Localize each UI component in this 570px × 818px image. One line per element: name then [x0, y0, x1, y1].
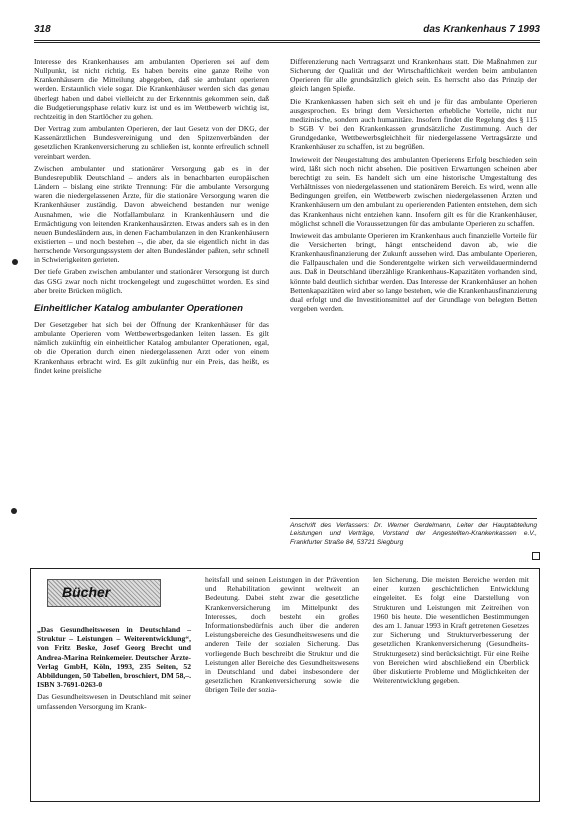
- journal-title: das Krankenhaus 7 1993: [423, 24, 540, 35]
- paragraph: Der tiefe Graben zwischen ambulanter und stationärer Versorgung ist durch das GSG zwar noch nicht trockengelegt und zugeschüttet worden. Es sind aber breite Brücken möglich.: [34, 267, 269, 295]
- book-review-column: len Sicherung. Die meisten Bereiche werden mit einer kurzen geschichtlichen Entwicklung eingeleitet. Es folgt eine Darstellung von Strukturen und Leistungen mit Zeitreihen von 1960 bis heute. Die wesentlichen Bestimmungen des am 1. Januar 1993 in Kraft getretenen Gesetzes zur Sicherung und Strukturverbesserung der gesetzlichen Krankenversicherung (Gesundheits-Strukturgesetz) sind berücksichtigt. Für eine Reihe von Bereichen wird abschließend ein Überblick über diskutierte Probleme und Möglichkeiten der Weiterentwicklung gegeben.: [373, 575, 529, 686]
- paragraph: Inwieweit das ambulante Operieren im Krankenhaus auch finanzielle Vorteile für die Versicherten bringt, hängt entscheidend davon ab, wie die Krankenhausfinanzierung der Zukunft aussehen wird. Das ambulante Operieren, die Fallpauschalen und die Sonderentgelte wirken sich verweildauermindernd aus. Daß in Deutschland überzählige Krankenhaus-Kapazitäten vorhanden sind, könnte bald deutlich sichtbar werden. Das Interesse der Krankenhäuser an hohen Bettenkapazitäten wird aber so lange bestehen, wie die Krankenhausfinanzierung dual erfolgt und die Investitionsmittel auf der Grundlage von belegten Betten vergeben werden.: [290, 230, 537, 314]
- scan-dot-icon: [11, 508, 17, 514]
- paragraph: Interesse des Krankenhauses am ambulanten Operieren sei auf dem Nullpunkt, ist nicht richtig. Es haben bereits eine ganze Reihe von Krankenhäusern die Mitteilung abgegeben, daß sie ambulant operieren werden. Erstaunlich viele sogar. Die Krankenhäuser werden sich das genau überlegt haben und dabei vielleicht zu der Erkenntnis gekommen sein, daß die Budgetierungsphase relativ kurz ist und es im Wettbewerb wichtig ist, rechtzeitig in den Startlöcher zu gehen.: [34, 57, 269, 121]
- article-column-right: [290, 57, 537, 316]
- page-number: 318: [34, 24, 51, 35]
- book-review-column: [37, 625, 191, 711]
- paragraph: Die Krankenkassen haben sich seit eh und je für das ambulante Operieren ausgesprochen. Es bringt dem Versicherten erhebliche Vorteile, nicht nur medizinische, sondern auch humanitäre. Insofern findet die Regelung des § 115 b SGB V bei den Krankenkassen grundsätzliche Zustimmung. Auch der Grundgedanke, Wettbewerbsgleichheit für niedergelassene Vertragsärzte und Krankenhäuser zu schaffen, ist zu begrüßen.: [290, 96, 537, 152]
- section-subheading: Einheitlicher Katalog ambulanter Operationen: [34, 302, 243, 314]
- books-section-label: Bücher: [47, 579, 161, 607]
- author-address: Anschrift des Verfassers: Dr. Werner Gerdelmann, Leiter der Hauptabteilung Leistungen und Verträge, Vorstand der Angestellten-Krankenkassen e.V., Frankfurter Straße 84, 53721 Siegburg: [290, 518, 537, 547]
- paragraph: Differenzierung nach Vertragsarzt und Krankenhaus statt. Die Maßnahmen zur Sicherung der Qualität und der Wirtschaftlichkeit werden beim ambulanten Operieren für alle grundsätzlich gleich sein. Es herrscht also das Prinzip der gleich langen Spieße.: [290, 57, 537, 94]
- book-review-column: heitsfall und seinen Leistungen in der Prävention und Rehabilitation gewinnt weltweit an Bedeutung. Dabei steht zwar die gesetzliche Krankenversicherung im Mittelpunkt des Interesses, doch besteht ein großes Informationsbedürfnis auch über die anderen Leistungsbereiche des Gesundheitswesens und die anderen Teile der sozialen Sicherung. Das vorliegende Buch beschreibt die Struktur und die Leistungen aller Bereiche des Gesundheitswesens in Deutschland und dabei insbesondere der gesetzlichen Krankenversicherung sowie die übrigen Teile der sozia-: [205, 575, 359, 695]
- scan-dot-icon: [12, 259, 18, 265]
- book-citation: „Das Gesundheitswesen in Deutschland – Struktur – Leistungen – Weiterentwicklung“, von Fritz Beske, Josef Georg Brecht und Andrea-Marina Reinkemeier. Deutscher Ärzte-Verlag GmbH, Köln, 1993, 235 Seiten, 52 Abbildungen, 50 Tabellen, broschiert, DM 58,–. ISBN 3-7691-0263-0: [37, 625, 191, 690]
- end-mark-icon: [532, 552, 540, 560]
- paragraph: Zwischen ambulanter und stationärer Versorgung gab es in der Bundesrepublik Deutschland – anders als in benachbarten europäischen Ländern – bislang eine strikte Trennung: Für die ambulante Versorgung waren die niedergelassenen Ärzte, für die stationäre Versorgung waren die Krankenhäuser zuständig. Davon abweichend bestanden nur wenige Ausnahmen, wie die Notfallambulanz in Krankenhäusern und die Ermächtigung von leitenden Krankenhausärzten. Etwas anders sah es in den neuen Bundesländern aus, in denen Fachambulanzen in den Krankenhäusern existierten – und noch bestehen –, die aber, da sie eigentlich nicht in das herrschende Versorgungssystem der alten Bundesländer paßten, sehr schnell in Schwierigkeiten gerieten.: [34, 163, 269, 265]
- page-header: [34, 26, 540, 43]
- article-column-left: [34, 57, 269, 378]
- paragraph: Der Gesetzgeber hat sich bei der Öffnung der Krankenhäuser für das ambulante Operieren vom Wettbewerbsgedanken leiten lassen. Es gilt nämlich zukünftig ein einheitlicher Katalog ambulanter Operationen, egal, ob die Operation durch einen niedergelassenen Arzt oder von einem Krankenhaus erbracht wird. Es gilt zukünftig nur ein Preis, das heißt, es findet keine preisliche: [34, 319, 269, 375]
- paragraph: Das Gesundheitswesen in Deutschland mit seiner umfassenden Versorgung im Krank-: [37, 692, 191, 711]
- paragraph: Inwieweit der Neugestaltung des ambulanten Operierens Erfolg beschieden sein wird, läßt sich noch nicht absehen. Die positiven Erwartungen scheinen aber berechtigt zu sein. Es handelt sich um eine historische Umgestaltung des Verhältnisses von niedergelassenen und stationärem Bereich. Es wird, wenn alle Bedingungen greifen, ein Wettbewerb zwischen niedergelassenen Ärzten und Krankenhäusern um den ambulant zu operierenden Patienten entstehen, dem sich das Krankenhaus nicht entziehen kann. Insofern gilt es für die Krankenhäuser, möglichst schnell die Voraussetzungen für das ambulante Operieren zu schaffen.: [290, 154, 537, 228]
- book-review-box: [30, 568, 540, 802]
- paragraph: Der Vertrag zum ambulanten Operieren, der laut Gesetz von der DKG, der Kassenärztlichen Bundesvereinigung und den Spitzenverbänden der gesetzlichen Krankenversicherung zu schließen ist, konnte erfreulich schnell vereinbart werden.: [34, 124, 269, 161]
